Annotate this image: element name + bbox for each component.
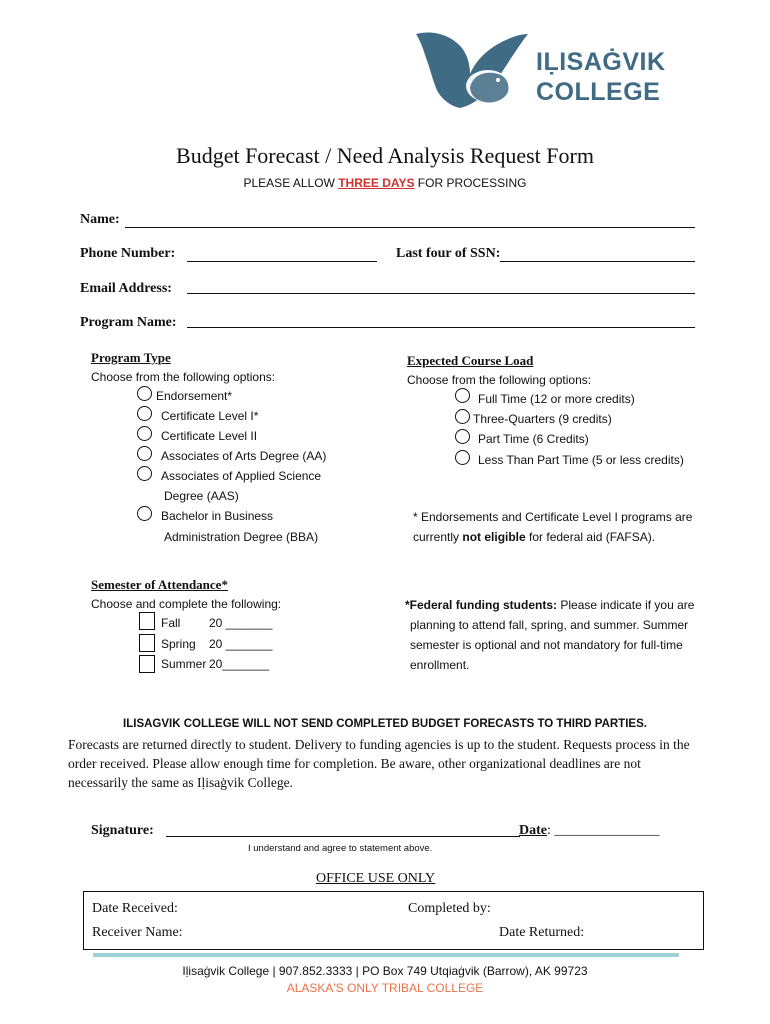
radio-button[interactable]: [137, 466, 152, 481]
radio-button[interactable]: [455, 450, 470, 465]
signature-field[interactable]: [166, 836, 520, 837]
checkbox[interactable]: [139, 655, 155, 673]
option-label: Certificate Level II: [161, 429, 258, 443]
radio-button[interactable]: [455, 409, 470, 424]
completed-by-label: Completed by:: [408, 901, 491, 916]
federal-note-bold: *Federal funding students:: [405, 598, 558, 612]
form-title: Budget Forecast / Need Analysis Request Form: [176, 143, 594, 168]
phone-field[interactable]: [187, 261, 377, 262]
term-label: Summer: [161, 657, 207, 671]
radio-button[interactable]: [137, 386, 152, 401]
year-field[interactable]: 20_______: [209, 657, 270, 671]
third-party-line-1: Forecasts are returned directly to student. Delivery to funding agencies is up to the student. Requests process in the: [68, 737, 690, 752]
semester-heading: Semester of Attendance*: [91, 577, 228, 592]
signature-date[interactable]: [519, 823, 659, 839]
option-label: Associates of Applied Science: [161, 469, 322, 483]
program-name-field[interactable]: [187, 327, 695, 328]
name-field[interactable]: [125, 227, 695, 228]
course-load-instructions: Choose from the following options:: [407, 373, 592, 387]
name-label: Name:: [80, 212, 120, 227]
office-use-heading: OFFICE USE ONLY: [316, 871, 436, 886]
program-type-heading: Program Type: [91, 350, 171, 365]
third-party-line-3: necessarily the same as Iḷisaġvik College.: [68, 775, 293, 790]
federal-note-line-3: semester is optional and not mandatory for full-time: [410, 638, 683, 652]
option-label: Associates of Arts Degree (AA): [161, 449, 327, 463]
note-prefix: currently: [413, 530, 463, 544]
endorsement-note-line-1: * Endorsements and Certificate Level I programs are: [413, 510, 693, 524]
date-returned-label: Date Returned:: [499, 925, 585, 940]
radio-button[interactable]: [137, 446, 152, 461]
option-label: Less Than Part Time (5 or less credits): [478, 453, 684, 467]
term-label: Fall: [161, 616, 181, 630]
semester-instructions: Choose and complete the following:: [91, 597, 282, 611]
option-label: Endorsement*: [156, 389, 233, 403]
federal-note-line-1: [405, 598, 694, 612]
office-use-box: [83, 891, 704, 950]
option-label-line-2: Administration Degree (BBA): [164, 530, 319, 544]
course-load-heading: Expected Course Load: [407, 353, 534, 368]
note-suffix: for federal aid (FAFSA).: [525, 530, 656, 544]
email-label: Email Address:: [80, 281, 172, 296]
option-label: Part Time (6 Credits): [478, 432, 589, 446]
radio-button[interactable]: [455, 429, 470, 444]
option-label: Bachelor in Business: [161, 509, 274, 523]
radio-button[interactable]: [137, 506, 152, 521]
federal-note-line-4: enrollment.: [410, 658, 470, 672]
notice-prefix: PLEASE ALLOW: [243, 176, 339, 190]
option-label: Full Time (12 or more credits): [478, 392, 635, 406]
checkbox[interactable]: [139, 612, 155, 630]
option-label: Certificate Level I*: [161, 409, 259, 423]
whale-tail-logo-icon: [410, 26, 535, 112]
notice-emphasis: THREE DAYS: [338, 176, 415, 190]
program-type-instructions: Choose from the following options:: [91, 370, 276, 384]
notice-suffix: FOR PROCESSING: [414, 176, 527, 190]
program-name-label: Program Name:: [80, 315, 177, 330]
signature-label: Signature:: [91, 823, 154, 838]
endorsement-note-line-2: [413, 530, 655, 544]
footer-rule: [93, 953, 679, 957]
radio-button[interactable]: [455, 388, 470, 403]
date-label: Date: [519, 823, 547, 838]
option-label: Three-Quarters (9 credits): [473, 412, 612, 426]
college-logo: [410, 26, 680, 112]
year-field[interactable]: 20 _______: [209, 616, 273, 630]
radio-button[interactable]: [137, 406, 152, 421]
date-field[interactable]: : _______________: [547, 823, 660, 838]
logo-line-2: COLLEGE: [536, 78, 661, 106]
term-label: Spring: [161, 637, 196, 651]
year-field[interactable]: 20 _______: [209, 637, 273, 651]
processing-notice: [0, 176, 770, 190]
option-label-line-2: Degree (AAS): [164, 489, 239, 503]
date-received-label: Date Received:: [92, 901, 178, 916]
signature-agreement: I understand and agree to statement above.: [248, 843, 433, 854]
ssn-field[interactable]: [500, 261, 695, 262]
receiver-name-label: Receiver Name:: [92, 925, 183, 940]
federal-note-line-2: planning to attend fall, spring, and summer. Summer: [410, 618, 689, 632]
radio-button[interactable]: [137, 426, 152, 441]
ssn-label: Last four of SSN:: [396, 246, 501, 261]
footer-tagline: ALASKA'S ONLY TRIBAL COLLEGE: [286, 981, 484, 995]
phone-label: Phone Number:: [80, 246, 176, 261]
logo-line-1: IḶISAĠVIK: [536, 48, 666, 76]
note-bold: not eligible: [462, 530, 526, 544]
checkbox[interactable]: [139, 634, 155, 652]
footer-address: Iḷisaġvik College | 907.852.3333 | PO Box 749 Utqiaġvik (Barrow), AK 99723: [182, 964, 588, 978]
third-party-line-2: order received. Please allow enough time for completion. Be aware, other organizational deadlines are not: [68, 756, 641, 771]
federal-note-rest: Please indicate if you are: [557, 598, 695, 612]
third-party-heading: ILISAGVIK COLLEGE WILL NOT SEND COMPLETED BUDGET FORECASTS TO THIRD PARTIES.: [123, 718, 647, 730]
email-field[interactable]: [187, 293, 695, 294]
